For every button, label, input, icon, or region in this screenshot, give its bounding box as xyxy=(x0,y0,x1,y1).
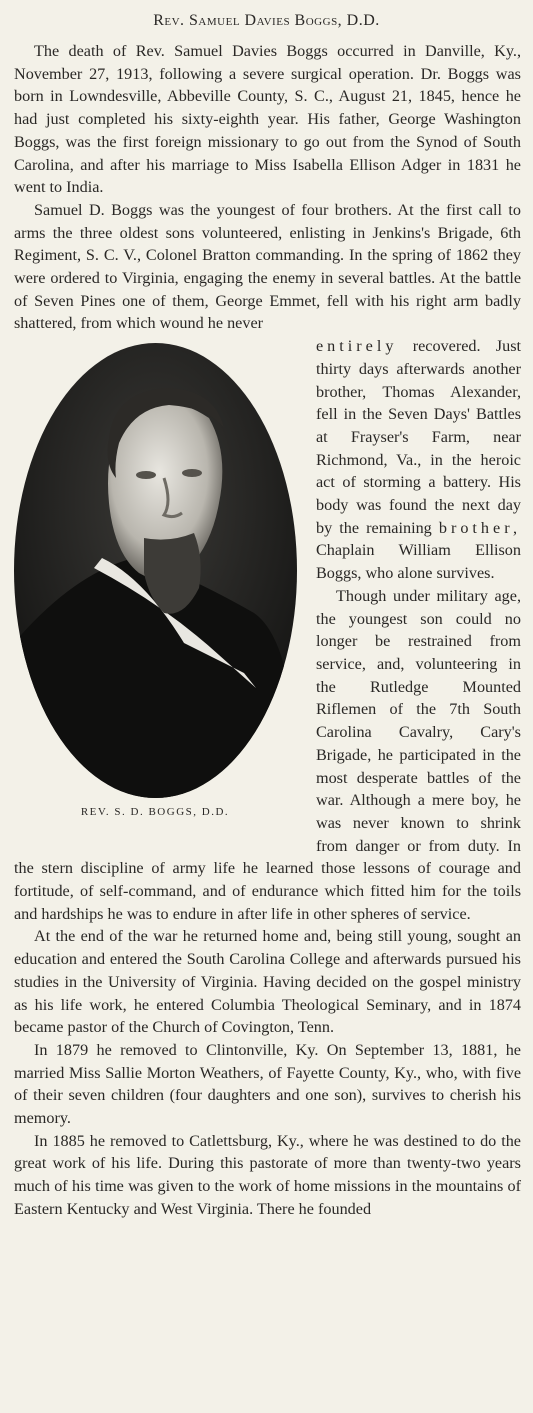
paragraph-1: The death of Rev. Samuel Davies Boggs occurred in Danville, Ky., November 27, 1913, following a severe surgical operation. Dr. Boggs was born in Lowndesville, Abbeville County, S. C., August 21, 1845, hence he had just completed his sixty-eighth year. His father, George Washington Boggs, was the first foreign missionary to go out from the Synod of South Carolina, and after his marriage to Miss Isabella Ellison Adger in 1831 he went to India. xyxy=(14,42,521,197)
paragraph-4: At the end of the war he returned home and, being still young, sought an education and entered the South Carolina College and afterwards pursued his studies in the University of Virginia. Having decided on the gospel ministry as his life work, he entered Columbia Theological Seminary, and in 1874 became pastor of the Church of Covington, Tenn. xyxy=(14,927,521,1037)
heading-name: Samuel Davies Boggs, D.D. xyxy=(189,12,380,29)
spaced-word-brother: brother, xyxy=(438,518,522,537)
paragraph-6: In 1885 he removed to Catlettsburg, Ky., where he was destined to do the great work of his life. During this pastorate of more than twenty-two years much of his time was given to the work of home missions in the mountains of Eastern Kentucky and West Virginia. There he founded xyxy=(14,1131,521,1218)
portrait-figure xyxy=(0,335,310,843)
page-heading xyxy=(0,12,533,30)
paragraph-2-part-a: Samuel D. Boggs was the youngest of four brothers. At the first call to arms the three oldest sons volunteered, enlisting in Jenkins's Brigade, 6th Regiment, S. C. V., Colonel Bratton commanding. In the spring of 1862 they were ordered to Virginia, engaging the enemy in several battles. At the battle of Seven Pines one of them, George Emmet, fell with his right arm badly shattered, from which wound he never xyxy=(14,200,521,333)
paragraph-2-part-b: recovered. Just thirty days afterwards another brother, Thomas Alexander, fell in the Seven Days' Battles at Frayser's Farm, near Richmond, Va., in the heroic act of storming a battery. His body was found the next day by the remaining xyxy=(316,337,521,537)
paragraph-5: In 1879 he removed to Clintonville, Ky. On September 13, 1881, he married Miss Sallie Morton Weathers, of Fayette County, Ky., who, with five of their seven children (four daughters and one son), survives to cherish his memory. xyxy=(14,1040,521,1128)
portrait-image xyxy=(14,343,297,798)
paragraph-2 xyxy=(14,199,521,335)
paragraph-2-part-c: Chaplain William Ellison Boggs, who alone survives. xyxy=(316,541,521,583)
heading-prefix: Rev. xyxy=(153,12,185,29)
article-body xyxy=(14,40,521,1221)
spaced-word-entirely: entirely xyxy=(316,337,398,356)
portrait-caption: REV. S. D. BOGGS, D.D. xyxy=(80,806,230,819)
paragraph-3: Though under military age, the youngest son could no longer be restrained from service, and, volunteering in the Rutledge Mounted Riflemen of the 7th South Carolina Cavalry, Cary's Brigade, he participated in the most desperate battles of the war. Although a mere boy, he was never known to shrink from danger or from duty. In the stern discipline of army life he learned those lessons of courage and fortitude, of self-command, and of endurance which fitted him for the toils and hardships he was to endure in after life in other spheres of service. xyxy=(14,586,521,923)
